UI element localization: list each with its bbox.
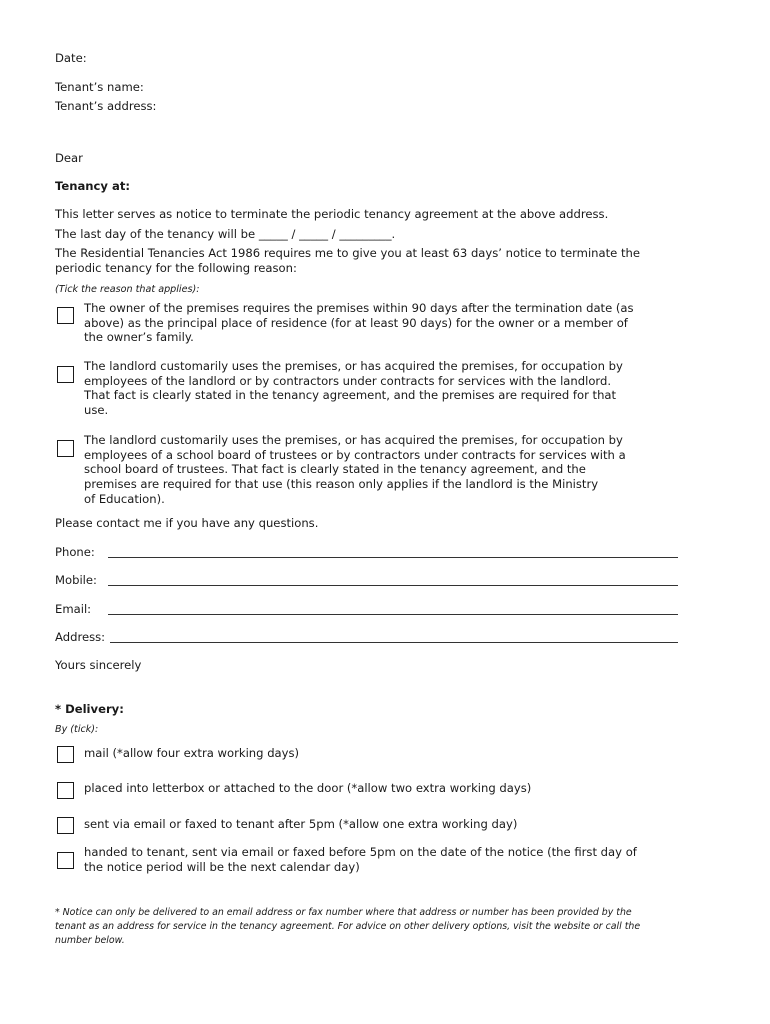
contact-prompt: Please contact me if you have any questions. [55, 516, 319, 530]
address-label: Address: [55, 630, 106, 644]
reason-text-line: the owner’s family. [84, 330, 194, 345]
tenant-address-label: Tenant’s address: [55, 99, 157, 113]
notice-statement: This letter serves as notice to terminate the periodic tenancy agreement at the above address. [55, 207, 609, 221]
reason-text-line: use. [84, 403, 109, 418]
delivery-text-line: the notice period will be the next calendar day) [84, 859, 360, 874]
reason-text-line: premises are required for that use (this reason only applies if the landlord is the Ministry [84, 477, 599, 492]
address-field[interactable] [110, 642, 678, 643]
reason-owner-text [84, 301, 684, 345]
reason-text-line: The landlord customarily uses the premises, or has acquired the premises, for occupation by [84, 359, 623, 373]
delivery-heading: * Delivery: [55, 702, 124, 716]
delivery-footnote [55, 906, 715, 947]
delivery-email-after-5pm-text [84, 817, 684, 832]
email-field[interactable] [108, 614, 678, 615]
delivery-text-line: mail (*allow four extra working days) [84, 746, 300, 760]
reason-text-line: The landlord customarily uses the premises, or has acquired the premises, for occupation by [84, 433, 623, 447]
delivery-hand-checkbox[interactable] [57, 852, 74, 869]
reason-text-line: employees of the landlord or by contractors under contracts for services with the landlord. [84, 373, 612, 388]
delivery-mail-checkbox[interactable] [57, 746, 74, 763]
email-label: Email: [55, 602, 92, 616]
reason-school-board-checkbox[interactable] [57, 440, 74, 457]
delivery-letterbox-checkbox[interactable] [57, 782, 74, 799]
delivery-text-line: sent via email or faxed to tenant after 5pm (*allow one extra working day) [84, 817, 518, 831]
reason-text-line: of Education). [84, 491, 165, 506]
tenant-name-label: Tenant’s name: [55, 80, 144, 94]
footnote-line: * Notice can only be delivered to an email address or fax number where that address or number has been provided by the [55, 907, 632, 918]
reason-text-line: employees of a school board of trustees or by contractors under contracts for services with a [84, 447, 626, 462]
delivery-text-line: handed to tenant, sent via email or faxed before 5pm on the date of the notice (the first day of [84, 845, 637, 859]
reason-text-line: school board of trustees. That fact is clearly stated in the tenancy agreement, and the [84, 462, 586, 477]
mobile-field[interactable] [108, 585, 678, 586]
tenancy-heading: Tenancy at: [55, 179, 131, 193]
last-day-line: The last day of the tenancy will be _____ / _____ / _________. [55, 227, 396, 241]
phone-field[interactable] [108, 557, 678, 558]
delivery-letterbox-text [84, 781, 684, 796]
delivery-mail-text [84, 746, 684, 761]
phone-label: Phone: [55, 545, 95, 559]
closing: Yours sincerely [55, 658, 142, 672]
reason-text-line: above) as the principal place of residence (for at least 90 days) for the owner or a member of [84, 315, 628, 330]
reason-school-board-text [84, 433, 684, 507]
salutation: Dear [55, 151, 83, 165]
act-requirement-line-1: The Residential Tenancies Act 1986 requires me to give you at least 63 days’ notice to terminate the [55, 246, 641, 260]
footnote-line: number below. [55, 934, 125, 946]
reason-landlord-employees-text [84, 359, 684, 418]
mobile-label: Mobile: [55, 573, 97, 587]
delivery-text-line: placed into letterbox or attached to the door (*allow two extra working days) [84, 781, 532, 795]
reason-landlord-employees-checkbox[interactable] [57, 366, 74, 383]
footnote-line: tenant as an address for service in the tenancy agreement. For advice on other delivery options, visit the website or call the [55, 920, 641, 932]
date-label: Date: [55, 51, 87, 65]
delivery-email-after-5pm-checkbox[interactable] [57, 817, 74, 834]
delivery-instruction: By (tick): [55, 724, 99, 735]
reason-owner-checkbox[interactable] [57, 307, 74, 324]
act-requirement-line-2: periodic tenancy for the following reason: [55, 261, 297, 275]
reason-text-line: The owner of the premises requires the premises within 90 days after the termination date (as [84, 301, 634, 315]
tick-instruction: (Tick the reason that applies): [55, 284, 200, 295]
delivery-hand-text [84, 845, 684, 874]
reason-text-line: That fact is clearly stated in the tenancy agreement, and the premises are required for that [84, 388, 617, 403]
